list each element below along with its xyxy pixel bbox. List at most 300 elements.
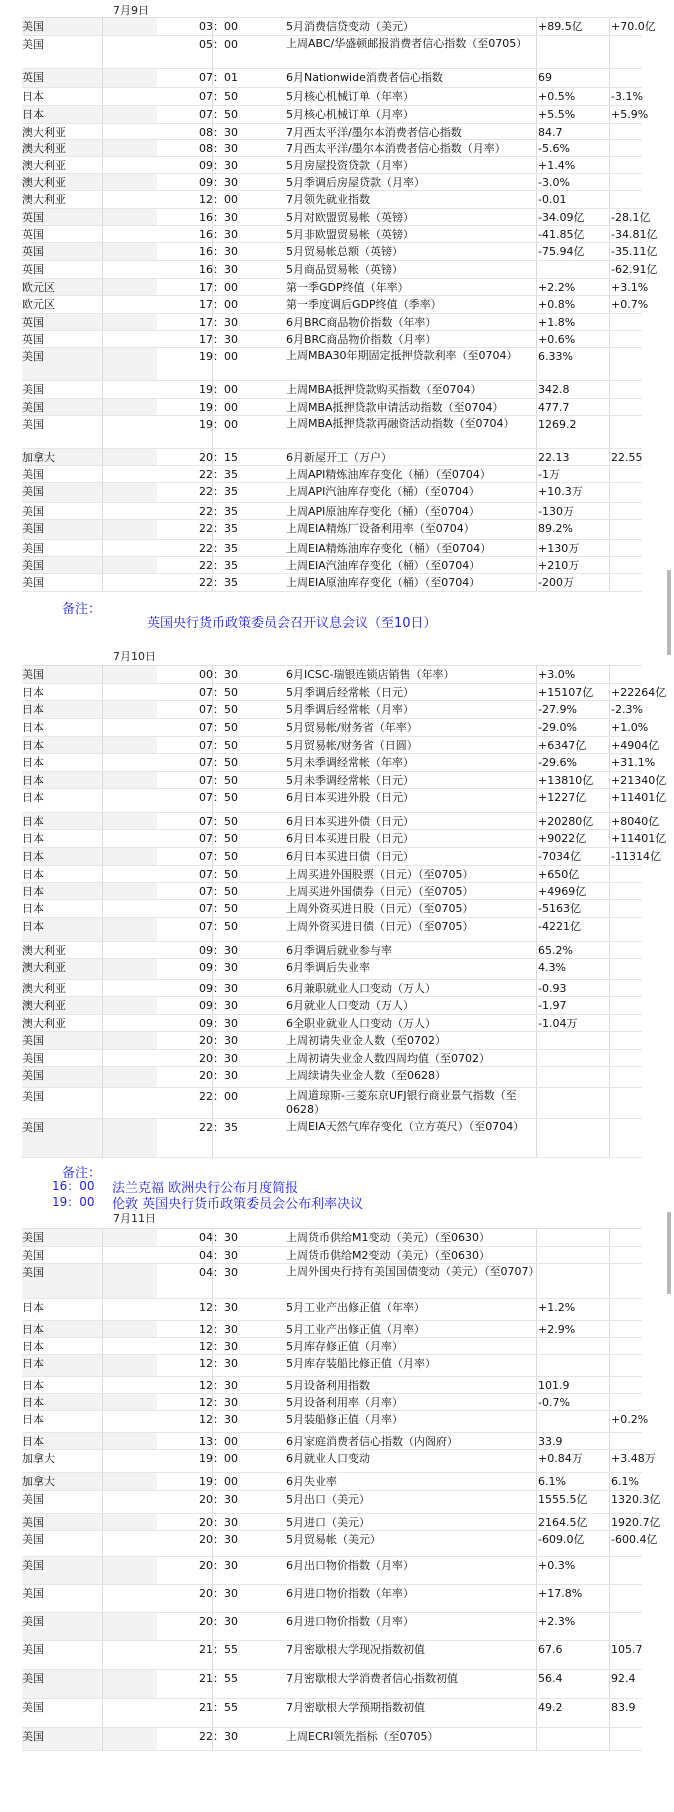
forecast-value-cell	[610, 69, 642, 87]
spacer-cell	[103, 980, 157, 996]
forecast-value-cell	[610, 331, 642, 347]
spacer-cell	[213, 381, 282, 398]
event-row	[22, 997, 642, 1015]
spacer-cell	[103, 737, 157, 753]
forecast-value-cell	[610, 900, 642, 917]
event-row	[22, 157, 642, 174]
event-name-cell: 7月密歇根大学消费者信心指数初值	[282, 1670, 537, 1698]
previous-value-cell: +1.8%	[537, 314, 610, 330]
country-cell: 日本	[22, 789, 103, 812]
event-name-cell: 上周EIA精炼油库存变化（桶）（至0704）	[282, 540, 537, 556]
previous-value-cell: -1.04万	[537, 1015, 610, 1031]
forecast-value-cell: +3.48万	[611, 1452, 656, 1465]
forecast-value-cell: 1320.3亿	[611, 1493, 661, 1506]
previous-value-cell	[537, 1067, 610, 1087]
event-name-cell: 5月设备利用率（月率）	[282, 1394, 537, 1410]
spacer-cell	[213, 1557, 282, 1584]
event-name-cell: 6月出口物价指数（月率）	[282, 1557, 537, 1584]
event-row	[22, 18, 656, 36]
forecast-value-cell	[610, 140, 642, 156]
spacer-cell	[103, 1264, 157, 1298]
spacer-cell	[213, 331, 282, 347]
forecast-value-cell	[610, 174, 642, 190]
event-row	[22, 399, 642, 416]
event-name-cell: 6月家庭消费者信心指数（内阁府）	[282, 1433, 537, 1449]
spacer-cell	[103, 1088, 157, 1118]
previous-value-cell: -27.9%	[537, 701, 610, 718]
time-cell: 07：50	[157, 866, 213, 882]
previous-value-cell: +10.3万	[537, 483, 610, 502]
event-row	[22, 1299, 642, 1321]
forecast-value-cell	[610, 557, 642, 573]
time-cell: 20：30	[157, 1514, 213, 1530]
event-name-cell: 上周ABC/华盛顿邮报消费者信心指数（至0705）	[282, 36, 537, 68]
forecast-value-cell	[610, 314, 642, 330]
country-cell: 日本	[22, 866, 103, 882]
forecast-value-cell: +31.1%	[611, 756, 656, 769]
spacer-cell	[103, 1355, 157, 1376]
event-row	[22, 1321, 642, 1338]
event-row	[22, 1433, 642, 1450]
event-row	[22, 540, 642, 557]
event-name-cell: 5月出口（美元）	[282, 1491, 537, 1513]
spacer-cell	[103, 1050, 157, 1066]
event-row	[22, 684, 667, 701]
forecast-value-cell: +22264亿	[611, 686, 667, 699]
event-name-cell: 5月商品贸易帐（英镑）	[282, 261, 537, 278]
event-row	[22, 1264, 642, 1299]
time-cell: 07：50	[157, 918, 213, 941]
time-cell: 07：50	[157, 684, 213, 700]
spacer-cell	[103, 813, 157, 829]
spacer-cell	[103, 279, 157, 295]
event-row	[22, 1411, 649, 1433]
spacer-cell	[103, 540, 157, 556]
spacer-cell	[213, 1247, 282, 1263]
time-cell: 08：30	[157, 124, 213, 139]
event-row	[22, 226, 658, 243]
spacer-cell	[103, 574, 157, 591]
time-cell: 19：00	[157, 348, 213, 380]
time-cell: 07：50	[157, 719, 213, 736]
spacer-cell	[103, 69, 157, 87]
forecast-value-cell	[610, 520, 642, 539]
spacer-cell	[213, 557, 282, 573]
spacer-cell	[213, 261, 282, 278]
country-cell: 日本	[22, 848, 103, 865]
spacer-cell	[213, 1433, 282, 1449]
spacer-cell	[213, 883, 282, 899]
time-cell: 19：00	[157, 399, 213, 415]
event-name-cell: 6月就业人口变动（万人）	[282, 997, 537, 1014]
country-cell: 日本	[22, 1377, 103, 1393]
spacer-cell	[213, 719, 282, 736]
event-row	[22, 520, 642, 540]
time-cell: 09：30	[157, 997, 213, 1014]
spacer-cell	[213, 243, 282, 260]
forecast-value-cell: +3.1%	[611, 281, 649, 294]
time-cell: 22：35	[157, 540, 213, 556]
forecast-value-cell	[610, 1247, 642, 1263]
spacer-cell	[103, 1728, 157, 1750]
country-cell: 美国	[22, 18, 103, 35]
previous-value-cell: -29.0%	[537, 719, 610, 736]
previous-value-cell: +89.5亿	[537, 18, 610, 35]
spacer-cell	[103, 503, 157, 519]
scrollbar-thumb[interactable]	[667, 570, 671, 655]
country-cell: 美国	[22, 1670, 103, 1698]
event-name-cell: 5月房屋投资贷款（月率）	[282, 157, 537, 173]
country-cell: 美国	[22, 381, 103, 398]
forecast-value-cell	[610, 36, 642, 68]
event-name-cell: 上周ECRI领先指标（至0705）	[282, 1728, 537, 1750]
event-row	[22, 261, 658, 279]
time-cell: 07：50	[157, 883, 213, 899]
previous-value-cell: 67.6	[537, 1641, 610, 1669]
forecast-value-cell	[610, 1613, 642, 1640]
spacer-cell	[213, 1473, 282, 1490]
country-cell: 英国	[22, 331, 103, 347]
time-cell: 07：50	[157, 848, 213, 865]
spacer-cell	[213, 1394, 282, 1410]
spacer-cell	[103, 88, 157, 105]
event-row	[22, 1557, 642, 1585]
time-cell: 03：00	[157, 18, 213, 35]
previous-value-cell: +0.5%	[537, 88, 610, 105]
forecast-value-cell	[610, 1050, 642, 1066]
event-row	[22, 88, 642, 106]
forecast-value-cell	[610, 399, 642, 415]
forecast-value-cell	[610, 1067, 642, 1087]
forecast-value-cell	[610, 1321, 642, 1337]
event-row	[22, 830, 667, 848]
previous-value-cell: +0.84万	[537, 1450, 610, 1472]
event-row	[22, 666, 642, 684]
day-1-events	[22, 18, 658, 592]
time-cell: 12：30	[157, 1377, 213, 1393]
spacer-cell	[213, 296, 282, 313]
spacer-cell	[103, 296, 157, 313]
spacer-cell	[213, 737, 282, 753]
event-row	[22, 1119, 642, 1158]
spacer-cell	[213, 701, 282, 718]
previous-value-cell: -75.94亿	[537, 243, 610, 260]
event-name-cell: 上周API精炼油库存变化（桶）（至0704）	[282, 466, 537, 482]
country-cell: 日本	[22, 1321, 103, 1337]
previous-value-cell: 1269.2	[537, 416, 610, 448]
spacer-cell	[213, 466, 282, 482]
event-row	[22, 1641, 642, 1670]
previous-value-cell: 89.2%	[537, 520, 610, 539]
spacer-cell	[103, 666, 157, 683]
forecast-value-cell	[610, 157, 642, 173]
forecast-value-cell	[610, 1229, 642, 1246]
time-cell: 12：30	[157, 1338, 213, 1354]
event-name-cell: 6月Nationwide消费者信心指数	[282, 69, 537, 87]
forecast-value-cell: +1.0%	[611, 721, 649, 734]
spacer-cell	[213, 1264, 282, 1298]
time-cell: 09：30	[157, 980, 213, 996]
event-row	[22, 980, 642, 997]
event-name-cell: 6月就业人口变动	[282, 1450, 537, 1472]
spacer-cell	[213, 348, 282, 380]
country-cell: 日本	[22, 737, 103, 753]
spacer-cell	[103, 209, 157, 225]
spacer-cell	[213, 848, 282, 865]
spacer-cell	[103, 1514, 157, 1530]
spacer-cell	[213, 140, 282, 156]
event-name-cell: 6月BRC商品物价指数（年率）	[282, 314, 537, 330]
date-header	[22, 642, 642, 666]
previous-value-cell	[537, 1088, 610, 1118]
time-cell: 07：50	[157, 754, 213, 771]
time-cell: 07：50	[157, 772, 213, 788]
spacer-cell	[103, 1557, 157, 1584]
previous-value-cell: 84.7	[537, 124, 610, 139]
forecast-value-cell: +4904亿	[611, 739, 660, 752]
previous-value-cell: +1.4%	[537, 157, 610, 173]
event-row	[22, 314, 642, 331]
spacer-cell	[103, 348, 157, 380]
event-row	[22, 331, 642, 348]
event-row	[22, 900, 642, 918]
forecast-value-cell	[610, 666, 642, 683]
country-cell: 英国	[22, 209, 103, 225]
event-row	[22, 813, 660, 830]
country-cell: 美国	[22, 348, 103, 380]
previous-value-cell: -5163亿	[537, 900, 610, 917]
spacer-cell	[213, 959, 282, 979]
spacer-cell	[103, 416, 157, 448]
forecast-value-cell	[610, 1394, 642, 1410]
country-cell: 日本	[22, 1394, 103, 1410]
forecast-value-cell: -2.3%	[611, 703, 643, 716]
forecast-value-cell	[610, 416, 642, 448]
event-name-cell: 5月工业产出修正值（年率）	[282, 1299, 537, 1320]
time-cell: 09：30	[157, 959, 213, 979]
time-cell: 22：35	[157, 466, 213, 482]
note-text: 英国央行货币政策委员会召开议息会议（至10日）	[147, 616, 437, 631]
country-cell: 澳大利亚	[22, 997, 103, 1014]
country-cell: 美国	[22, 466, 103, 482]
event-name-cell: 上周初请失业金人数四周均值（至0702）	[282, 1050, 537, 1066]
spacer-cell	[213, 124, 282, 139]
spacer-cell	[213, 997, 282, 1014]
spacer-cell	[213, 106, 282, 123]
previous-value-cell: +1227亿	[537, 789, 610, 812]
event-row	[22, 69, 642, 88]
time-cell: 20：30	[157, 1067, 213, 1087]
country-cell: 欧元区	[22, 296, 103, 313]
event-name-cell: 第一季度调后GDP终值（季率）	[282, 296, 537, 313]
spacer-cell	[213, 789, 282, 812]
time-cell: 20：30	[157, 1613, 213, 1640]
spacer-cell	[213, 900, 282, 917]
event-name-cell: 上周货币供给M2变动（美元）（至0630）	[282, 1247, 537, 1263]
previous-value-cell: +650亿	[537, 866, 610, 882]
event-name-cell: 6月ICSC-瑞银连锁店销售（年率）	[282, 666, 537, 683]
time-cell: 04：30	[157, 1247, 213, 1263]
event-row	[22, 1032, 642, 1050]
time-cell: 20：30	[157, 1585, 213, 1612]
forecast-value-cell	[610, 1585, 642, 1612]
spacer-cell	[213, 1641, 282, 1669]
spacer-cell	[103, 1491, 157, 1513]
time-cell: 17：00	[157, 296, 213, 313]
day-2-events	[22, 666, 667, 1158]
date-label: 7月10日	[113, 650, 156, 663]
time-cell: 08：30	[157, 140, 213, 156]
spacer-cell	[213, 88, 282, 105]
event-row	[22, 140, 642, 157]
event-row	[22, 1613, 642, 1641]
event-row	[22, 959, 642, 980]
event-row	[22, 191, 642, 209]
previous-value-cell	[537, 1032, 610, 1049]
event-name-cell: 上周EIA精炼厂设备利用率（至0704）	[282, 520, 537, 539]
previous-value-cell: +13810亿	[537, 772, 610, 788]
forecast-value-cell: 105.7	[611, 1643, 643, 1656]
previous-value-cell: +6347亿	[537, 737, 610, 753]
event-name-cell: 上周外资买进日债（日元）（至0705）	[282, 918, 537, 941]
spacer-cell	[213, 1338, 282, 1354]
country-cell: 加拿大	[22, 449, 103, 465]
spacer-cell	[103, 381, 157, 398]
country-cell: 英国	[22, 261, 103, 278]
event-name-cell: 第一季GDP终值（年率）	[282, 279, 537, 295]
event-name-cell: 6月兼职就业人口变动（万人）	[282, 980, 537, 996]
country-cell: 英国	[22, 314, 103, 330]
country-cell: 澳大利亚	[22, 942, 103, 958]
forecast-value-cell: -35.11亿	[611, 245, 658, 258]
previous-value-cell: -1万	[537, 466, 610, 482]
event-row	[22, 1585, 642, 1613]
event-row	[22, 466, 642, 483]
event-name-cell: 7月领先就业指数	[282, 191, 537, 208]
time-cell: 12：30	[157, 1299, 213, 1320]
country-cell: 美国	[22, 1050, 103, 1066]
spacer-cell	[103, 1699, 157, 1727]
forecast-value-cell	[610, 1088, 642, 1118]
event-row	[22, 296, 649, 314]
country-cell: 美国	[22, 557, 103, 573]
country-cell: 美国	[22, 1032, 103, 1049]
time-cell: 07：50	[157, 789, 213, 812]
event-row	[22, 918, 642, 942]
date-header	[22, 1210, 642, 1229]
spacer-cell	[213, 226, 282, 242]
spacer-cell	[213, 1355, 282, 1376]
spacer-cell	[213, 1299, 282, 1320]
spacer-cell	[213, 1699, 282, 1727]
spacer-cell	[103, 140, 157, 156]
previous-value-cell: +4969亿	[537, 883, 610, 899]
event-row	[22, 503, 642, 520]
spacer-cell	[103, 226, 157, 242]
date-header	[22, 0, 642, 18]
forecast-value-cell: -600.4亿	[611, 1533, 658, 1546]
spacer-cell	[103, 124, 157, 139]
forecast-value-cell	[610, 980, 642, 996]
note-block	[22, 1158, 642, 1210]
event-name-cell: 上周外国央行持有美国国债变动（美元）（至0707）	[282, 1264, 537, 1298]
spacer-cell	[103, 754, 157, 771]
time-cell: 22：35	[157, 574, 213, 591]
spacer-cell	[103, 918, 157, 941]
event-row	[22, 848, 661, 866]
previous-value-cell	[537, 1247, 610, 1263]
spacer-cell	[103, 1032, 157, 1049]
time-cell: 19：00	[157, 1450, 213, 1472]
event-row	[22, 574, 642, 592]
forecast-value-cell: 22.55	[611, 451, 643, 464]
time-cell: 19：00	[157, 416, 213, 448]
country-cell: 日本	[22, 1433, 103, 1449]
forecast-value-cell: +8040亿	[611, 815, 660, 828]
event-row	[22, 449, 642, 466]
previous-value-cell: 101.9	[537, 1377, 610, 1393]
event-name-cell: 5月装船修正值（月率）	[282, 1411, 537, 1432]
forecast-value-cell: +5.9%	[611, 108, 649, 121]
country-cell: 日本	[22, 1411, 103, 1432]
spacer-cell	[213, 1119, 282, 1157]
spacer-cell	[103, 1299, 157, 1320]
event-row	[22, 1229, 642, 1247]
country-cell: 美国	[22, 483, 103, 502]
event-name-cell: 6月日本买进外股（日元）	[282, 789, 537, 812]
spacer-cell	[213, 449, 282, 465]
event-row	[22, 381, 642, 399]
spacer-cell	[103, 1531, 157, 1556]
previous-value-cell	[537, 1338, 610, 1354]
country-cell: 日本	[22, 684, 103, 700]
scrollbar-thumb[interactable]	[667, 1212, 671, 1294]
spacer-cell	[213, 416, 282, 448]
spacer-cell	[103, 1585, 157, 1612]
spacer-cell	[213, 942, 282, 958]
event-name-cell: 上周买进外国股票（日元）（至0705）	[282, 866, 537, 882]
event-name-cell: 6月进口物价指数（年率）	[282, 1585, 537, 1612]
time-cell: 13：00	[157, 1433, 213, 1449]
event-name-cell: 上周EIA原油库存变化（桶）（至0704）	[282, 574, 537, 591]
previous-value-cell: +2.2%	[537, 279, 610, 295]
note-block	[22, 592, 642, 642]
spacer-cell	[213, 1613, 282, 1640]
event-name-cell: 7月密歇根大学预期指数初值	[282, 1699, 537, 1727]
forecast-value-cell: +70.0亿	[611, 20, 656, 33]
spacer-cell	[213, 209, 282, 225]
spacer-cell	[103, 1247, 157, 1263]
event-row	[22, 243, 658, 261]
event-row	[22, 416, 642, 449]
time-cell: 22：35	[157, 520, 213, 539]
forecast-value-cell: -11314亿	[611, 850, 661, 863]
forecast-value-cell: -62.91亿	[611, 263, 658, 276]
forecast-value-cell	[610, 959, 642, 979]
previous-value-cell: -130万	[537, 503, 610, 519]
note-label: 备注：	[62, 1166, 102, 1181]
forecast-value-cell	[610, 381, 642, 398]
previous-value-cell: 342.8	[537, 381, 610, 398]
country-cell: 美国	[22, 574, 103, 591]
note-time: 19：00	[52, 1195, 95, 1209]
time-cell: 16：30	[157, 209, 213, 225]
event-row	[22, 737, 660, 754]
time-cell: 21：55	[157, 1641, 213, 1669]
event-row	[22, 883, 642, 900]
previous-value-cell: +0.8%	[537, 296, 610, 313]
country-cell: 美国	[22, 1699, 103, 1727]
